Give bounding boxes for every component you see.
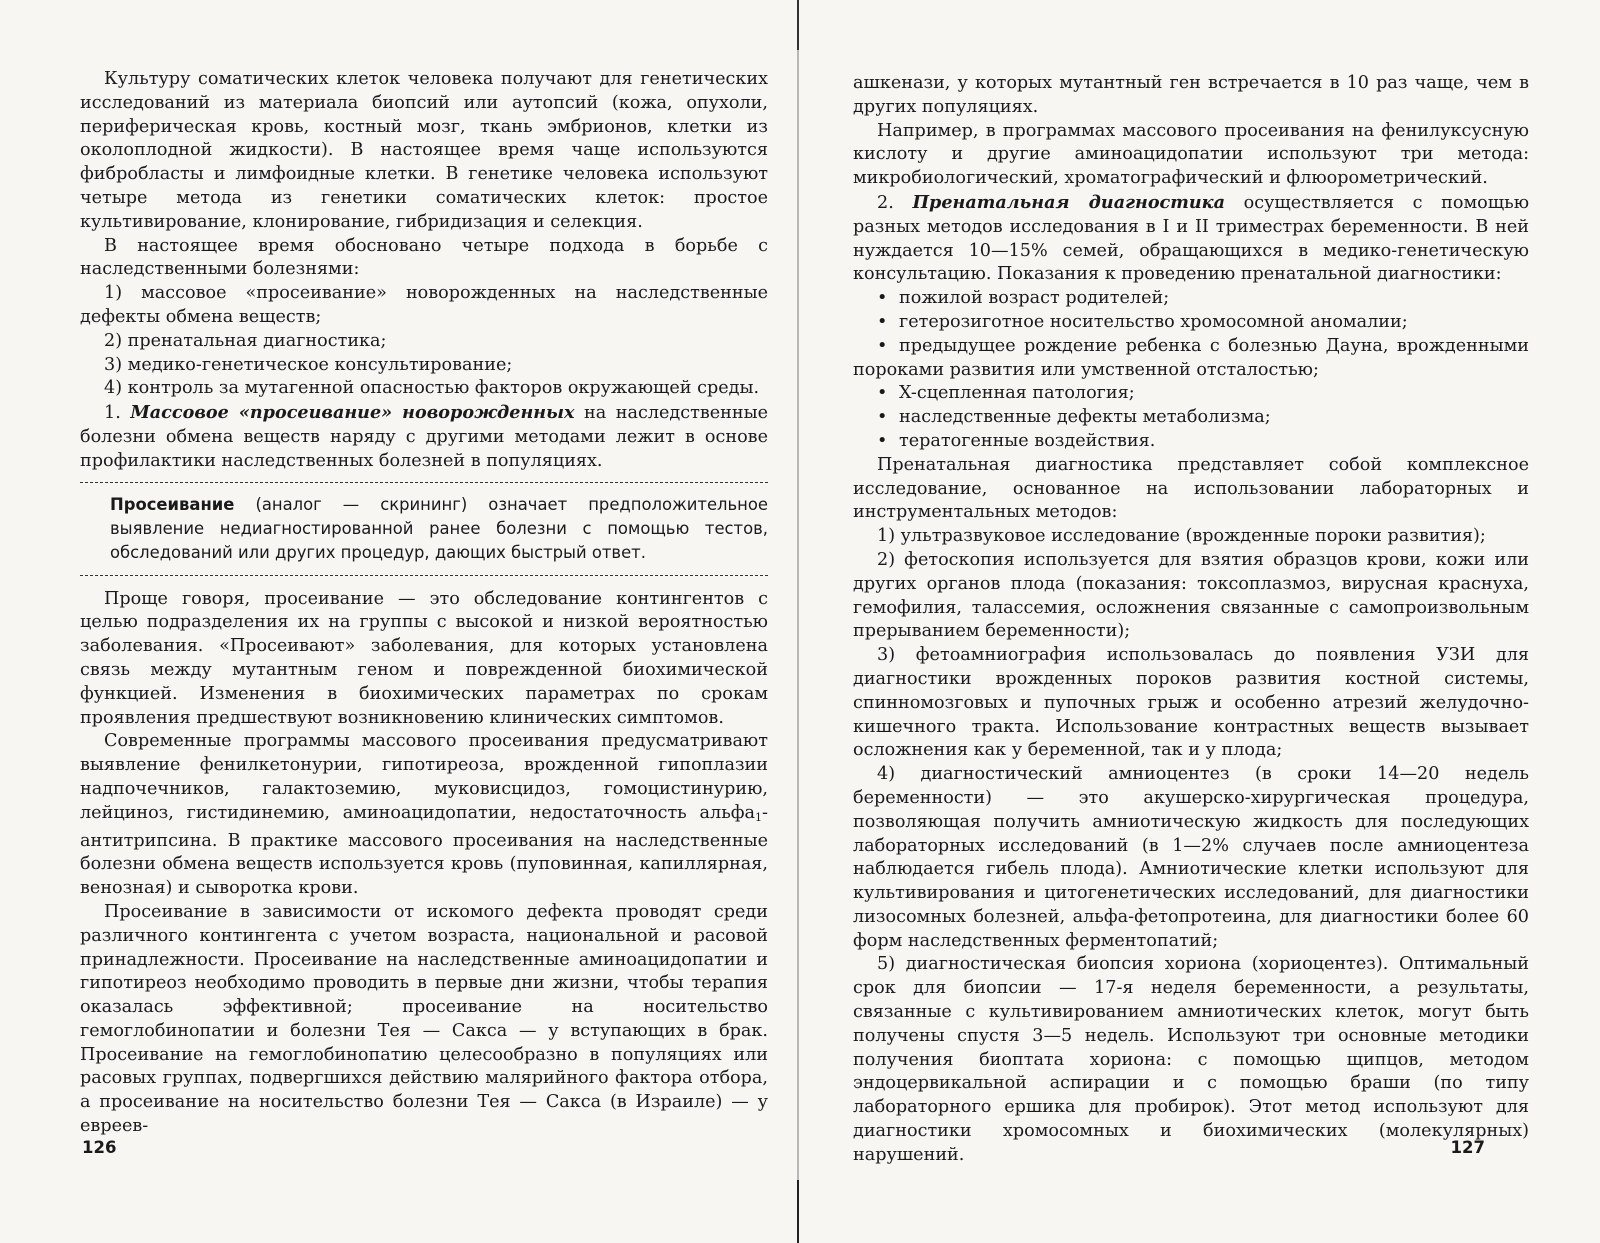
section-term: Пренатальная диагностика xyxy=(912,191,1225,213)
list-item: 2) пренатальная диагностика; xyxy=(104,330,387,351)
bullet-item: • гетерозиготное носительство хромосомной аномалии; xyxy=(853,311,1529,335)
paragraph-text: -антитрипсина. В практике массового просеивания на наследственные болезни обмена веществ используется кровь (пуповинная, капиллярная, венозная) и сыворотка крови. xyxy=(80,802,768,899)
paragraph-text: Современные программы массового просеивания предусматривают выявление фенилкетонурии, гипотиреоза, врожденной гипоплазии надпочечников, галактоземию, муковисцидоз, гомоцистинурию, лейциноз, гистидинемию, аминоацидопатии, недостаточность альфа xyxy=(80,731,768,823)
paragraph: Пренатальная диагностика представляет собой комплексное исследование, основанное на использовании лабораторных и инструментальных методов: xyxy=(853,454,1529,523)
definition-text: (аналог — скрининг) означает предположительное выявление недиагностированной ранее болезни с помощью тестов, обследований или других процедур, дающих быстрый ответ. xyxy=(110,494,768,562)
paragraph xyxy=(80,730,768,901)
list-item: 4) диагностический амниоцентез (в сроки 14—20 недель беременности) — это акушерско-хирургическая процедура, позволяющая получить амниотическую жидкость для последующих лабораторных исследований (в 1—2% случаев после амниоцентеза наблюдается гибель плода). Амниотические клетки используют для культивирования и цитогенетических исследований, для диагностики лизосомных болезней, альфа-фетопротеина, для диагностики более 60 форм наследственных ферментопатий; xyxy=(853,764,1529,951)
section-term: Массовое «просеивание» новорожденных xyxy=(130,402,575,424)
subscript: 1 xyxy=(755,810,763,824)
left-page-text xyxy=(80,68,768,1139)
list-item: 1) массовое «просеивание» новорожденных на наследственные дефекты обмена веществ; xyxy=(80,283,768,327)
section-number: 1. xyxy=(104,403,121,424)
paragraph xyxy=(80,401,768,473)
bullet-item: • пожилой возраст родителей; xyxy=(853,287,1529,311)
paragraph-text: осуществляется с помощью разных методов исследования в I и II триместрах беременности. В ней нуждается 10—15% семей, обращающихся в медико-генетическую консультацию. Показания к проведению пренатальной диагностики: xyxy=(853,192,1530,285)
definition-box xyxy=(80,482,768,576)
page-number: 127 xyxy=(1450,1138,1485,1157)
right-page xyxy=(853,0,1529,1243)
paragraph: Просеивание в зависимости от искомого дефекта проводят среди различного контингента с учетом возраста, национальной и расовой принадлежности. Просеивание на наследственные аминоацидопатии и гипотиреоз необходимо проводить в первые дни жизни, чтобы терапия оказалась эффективной; просеивание на носительство гемоглобинопатии и болезни Тея — Сакса — у вступающих в брак. Просеивание на гемоглобинопатию целесообразно в популяциях или расовых группах, подвергшихся действию малярийного фактора отбора, а просеивание на носительство болезни Тея — Сакса (в Израиле) — у евреев- xyxy=(80,901,768,1137)
list-item: 1) ультразвуковое исследование (врожденные пороки развития); xyxy=(877,526,1486,547)
paragraph: В настоящее время обосновано четыре подхода в борьбе с наследственными болезнями: xyxy=(80,235,768,280)
section-number: 2. xyxy=(877,192,894,213)
list-item: 3) фетоамниография использовалась до появления УЗИ для диагностики врожденных пороков развития костной системы, спинномозговых и пупочных грыж и особенно атрезий желудочно-кишечного тракта. Использование контрастных веществ вызывает осложнения как у беременной, так и у плода; xyxy=(853,645,1529,761)
left-page xyxy=(80,0,768,1243)
bullet-list xyxy=(853,287,1529,454)
list-item: 2) фетоскопия используется для взятия образцов крови, кожи или других органов плода (показания: токсоплазмоз, вирусная краснуха, гемофилия, талассемия, осложнения связанные с самопроизвольным прерыванием беременности); xyxy=(853,549,1529,642)
bullet-item: • X-сцепленная патология; xyxy=(853,382,1529,406)
paragraph-text: на наследственные болезни обмена веществ наряду с другими методами лежит в основе профилактики наследственных болезней в популяциях. xyxy=(80,403,769,471)
book-gutter xyxy=(797,0,799,1243)
bullet-item: • наследственные дефекты метаболизма; xyxy=(853,406,1529,430)
bullet-item: • тератогенные воздействия. xyxy=(853,430,1529,454)
bullet-item: • предыдущее рождение ребенка с болезнью Дауна, врожденными пороками развития или умственной отсталостью; xyxy=(853,335,1529,383)
paragraph: ашкенази, у которых мутантный ген встречается в 10 раз чаще, чем в других популяциях. xyxy=(853,73,1529,117)
paragraph: Проще говоря, просеивание — это обследование контингентов с целью подразделения их на группы с высокой и низкой вероятностью заболевания. «Просеивают» заболевания, для которых установлена связь между мутантным геном и поврежденной биохимической функцией. Изменения в биохимических параметрах по срокам проявления предшествуют возникновению клинических симптомов. xyxy=(80,588,768,728)
paragraph: Культуру соматических клеток человека получают для генетических исследований из материала биопсий или аутопсий (кожа, опухоли, периферическая кровь, костный мозг, ткань эмбрионов, клетки из околоплодной жидкости). В настоящее время чаще используются фибробласты и лимфоидные клетки. В генетике человека используют четыре метода из генетики соматических клеток: простое культивирование, клонирование, гибридизация и селекция. xyxy=(80,69,768,232)
paragraph xyxy=(853,191,1529,287)
list-item: 4) контроль за мутагенной опасностью факторов окружающей среды. xyxy=(104,378,760,399)
definition-term: Просеивание xyxy=(110,494,235,514)
right-page-text xyxy=(853,72,1529,1168)
list-item: 5) диагностическая биопсия хориона (хориоцентез). Оптимальный срок для биопсии — 17-я неделя беременности, а результаты, связанные с культивированием амниотических клеток, могут быть получены спустя 3—5 недель. Используют три основные методики получения биоптата хориона: с помощью щипцов, методом эндоцервикальной аспирации и с помощью браши (по типу лабораторного ершика для пробирок). Этот метод используют для диагностики хромосомных и биохимических (молекулярных) нарушений. xyxy=(853,954,1529,1165)
paragraph: Например, в программах массового просеивания на фенилуксусную кислоту и другие аминоацидопатии используют три метода: микробиологический, хроматографический и флюорометрический. xyxy=(853,120,1529,189)
list-item: 3) медико-генетическое консультирование; xyxy=(104,354,513,375)
page-number: 126 xyxy=(82,1138,117,1157)
